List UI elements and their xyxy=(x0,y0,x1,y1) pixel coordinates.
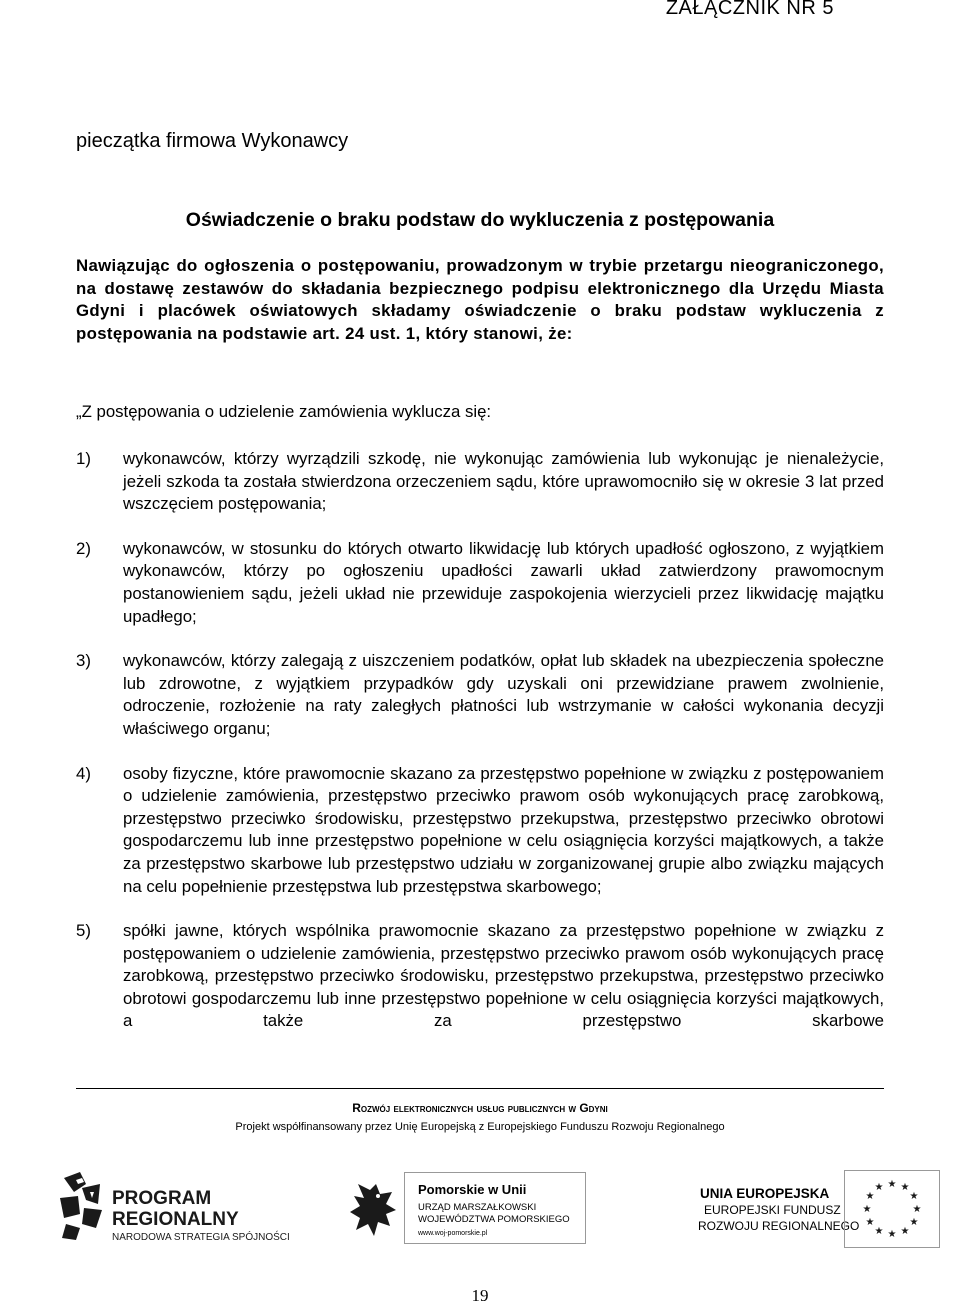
pomorskie-logo-line3: WOJEWÓDZTWA POMORSKIEGO xyxy=(418,1214,570,1225)
svg-text:★: ★ xyxy=(887,1229,897,1240)
griffin-crest-icon xyxy=(348,1180,402,1246)
list-item-number: 2) xyxy=(76,538,91,558)
pomorskie-logo-url: www.woj-pomorskie.pl xyxy=(418,1230,488,1237)
exclusion-lead: „Z postępowania o udzielenie zamówienia wyklucza się: xyxy=(76,402,492,421)
svg-text:★: ★ xyxy=(865,1217,875,1228)
program-regionalny-logo-icon xyxy=(56,1170,106,1242)
list-item-text: osoby fizyczne, które prawomocnie skazano za przestępstwo popełnione w związku z postępowaniem o udzielenie zamówienia, przestępstwo przeciwko prawom osób wykonujących pracę zarobkową, przestępstwo przeciwko środowisku, przestępstwo przekupstwa, przestępstwo przeciwko obrotowi gospodarczemu lub inne przestępstwo popełnione w celu osiągnięcia korzyści majątkowych, a także za przestępstwo skarbowe lub przestępstwo udziału w zorganizowanej grupie albo związku mających na celu popełnienie przestępstwa lub przestępstwa skarbowego; xyxy=(123,763,884,896)
svg-text:★: ★ xyxy=(874,1226,884,1237)
company-stamp-label: pieczątka firmowa Wykonawcy xyxy=(76,130,349,152)
svg-text:★: ★ xyxy=(900,1226,910,1237)
list-item-text: wykonawców, którzy zalegają z uiszczeniem podatków, opłat lub składek na ubezpieczenia społeczne lub zdrowotne, z wyjątkiem przypadków gdy uzyskali oni przewidziane prawem zwolnienie, odroczenie, rozłożenie na raty zaległych płatności lub wstrzymanie w całości wykonania decyzji właściwego organu; xyxy=(123,651,884,738)
svg-text:★: ★ xyxy=(909,1217,919,1228)
svg-text:★: ★ xyxy=(887,1179,897,1190)
program-regionalny-logo xyxy=(56,1170,296,1250)
program-logo-line3: NARODOWA STRATEGIA SPÓJNOŚCI xyxy=(112,1232,290,1243)
svg-text:★: ★ xyxy=(909,1191,919,1202)
list-item xyxy=(76,763,884,899)
svg-text:★: ★ xyxy=(865,1191,875,1202)
svg-text:★: ★ xyxy=(862,1204,872,1215)
list-item xyxy=(76,920,884,1033)
list-item-number: 5) xyxy=(76,921,91,941)
list-item-number: 4) xyxy=(76,763,91,783)
footer-cofinance-note: Projekt współfinansowany przez Unię Europejską z Europejskiego Funduszu Rozwoju Regionalnego xyxy=(235,1121,725,1133)
program-logo-line2: REGIONALNY xyxy=(112,1209,239,1230)
list-item-text: wykonawców, w stosunku do których otwarto likwidację lub których upadłość ogłoszono, z wyjątkiem wykonawców, którzy po ogłoszeniu upadłości zawarli układ zatwierdzony prawomocnym postanowieniem sądu, jeżeli układ nie przewiduje zaspokojenia wierzycieli przez likwidację majątku upadłego; xyxy=(123,538,884,626)
exclusion-list xyxy=(76,448,884,1033)
list-item xyxy=(76,448,884,516)
list-item-text: wykonawców, którzy wyrządzili szkodę, nie wykonując zamówienia lub wykonując je nienależycie, jeżeli szkoda ta została stwierdzona orzeczeniem sądu, które uprawomocniło się w okresie 3 lat przed wszczęciem postępowania; xyxy=(123,449,884,514)
eu-logo xyxy=(694,1170,944,1250)
pomorskie-logo xyxy=(348,1172,588,1252)
eu-logo-line2: EUROPEJSKI FUNDUSZ xyxy=(704,1203,841,1217)
svg-text:★: ★ xyxy=(874,1182,884,1193)
eu-flag-icon xyxy=(844,1170,940,1248)
annex-label: ZAŁĄCZNIK NR 5 xyxy=(665,0,834,19)
pomorskie-logo-line1: Pomorskie w Unii xyxy=(418,1182,527,1197)
eu-logo-line1: UNIA EUROPEJSKA xyxy=(700,1186,830,1201)
svg-text:★: ★ xyxy=(912,1204,922,1215)
program-logo-line1: PROGRAM xyxy=(112,1188,212,1209)
eu-logo-line3: ROZWOJU REGIONALNEGO xyxy=(698,1219,860,1233)
list-item-text: spółki jawne, których wspólnika prawomocnie skazano za przestępstwo popełnione w związku z postępowaniem o udzielenie zamówienia, przestępstwo przeciwko prawom osób wykonujących pracę zarobkową, przestępstwo przeciwko środowisku, przestępstwo przekupstwa, przestępstwo przeciwko obrotowi gospodarczemu lub inne przestępstwo popełnione w celu osiągnięcia korzyści majątkowych, a także za przestępstwo skarbowe xyxy=(123,921,884,1031)
svg-text:★: ★ xyxy=(900,1182,910,1193)
intro-paragraph: Nawiązując do ogłoszenia o postępowaniu, prowadzonym w trybie przetargu nieograniczonego, na dostawę zestawów do składania bezpiecznego podpisu elektronicznego dla Urzędu Miasta Gdyni i placówek oświatowych składamy oświadczenie o braku podstaw wykluczenia z postępowania na podstawie art. 24 ust. 1, który stanowi, że: xyxy=(76,256,884,343)
page-number: 19 xyxy=(471,1286,489,1305)
pomorskie-logo-line2: URZĄD MARSZAŁKOWSKI xyxy=(418,1202,537,1213)
list-item-number: 1) xyxy=(76,449,91,468)
list-item xyxy=(76,538,884,628)
footer-divider xyxy=(76,1088,884,1089)
list-item xyxy=(76,650,884,740)
footer-project-title: Rozwój elektronicznych usług publicznych w Gdyni xyxy=(352,1101,608,1115)
list-item-number: 3) xyxy=(76,651,91,671)
document-title: Oświadczenie o braku podstaw do wykluczenia z postępowania xyxy=(185,209,775,231)
